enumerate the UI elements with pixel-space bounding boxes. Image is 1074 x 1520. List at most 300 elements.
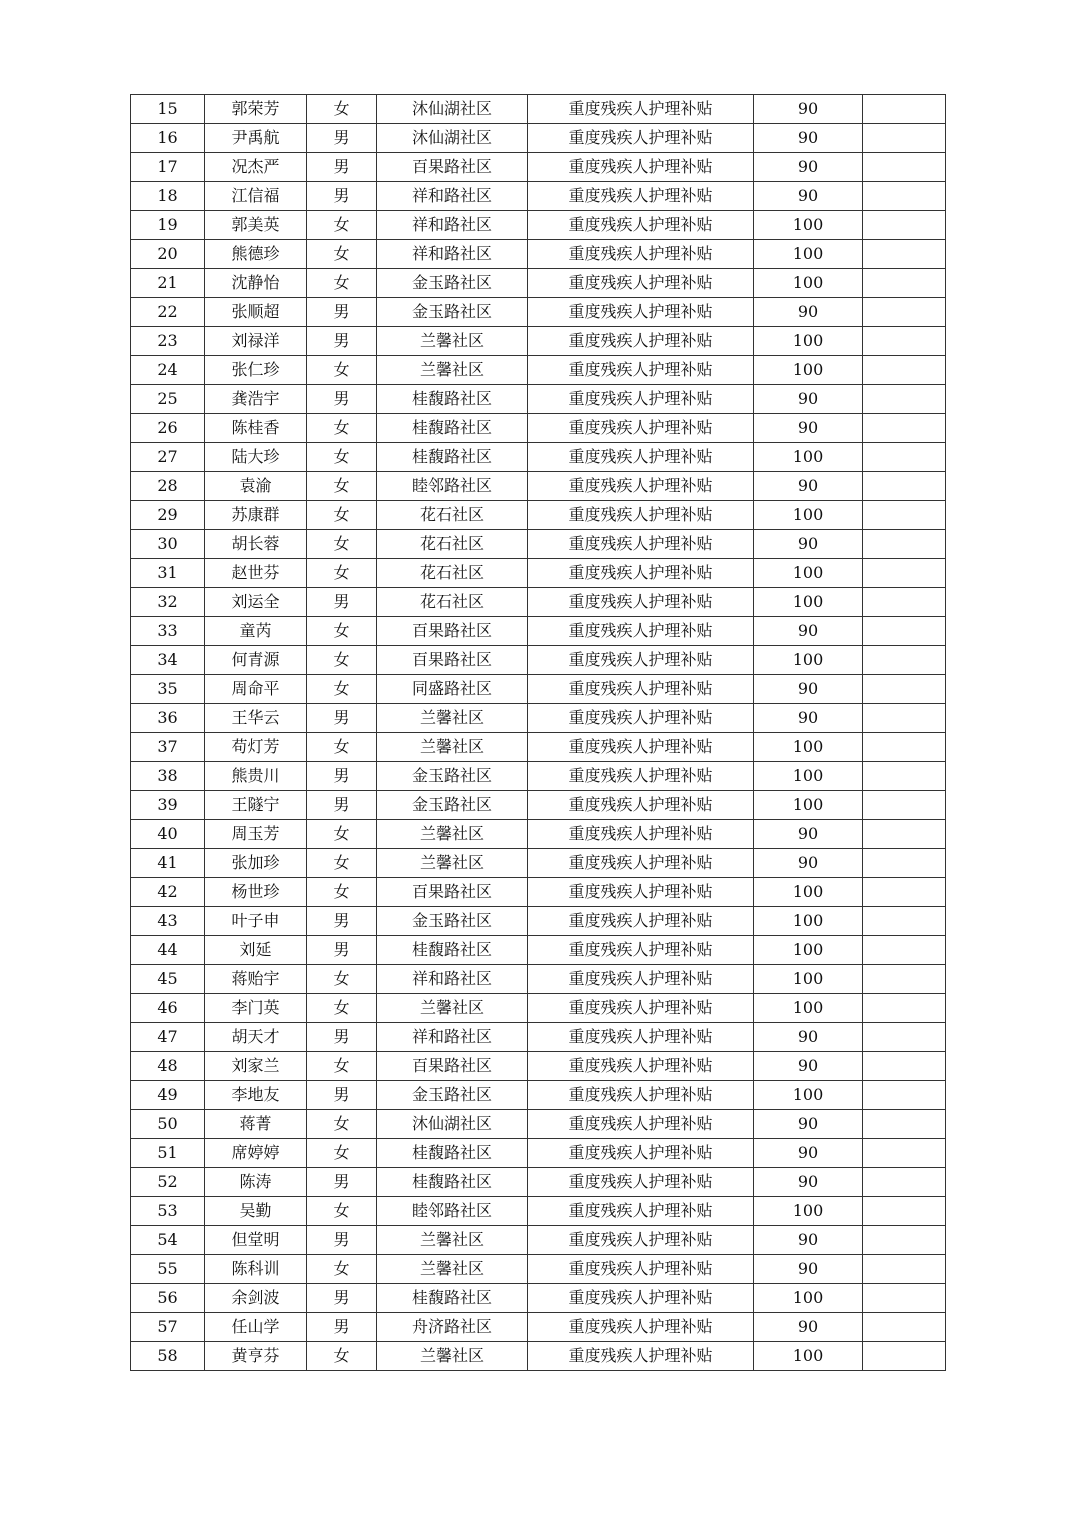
note-cell [863, 1197, 946, 1226]
table-row [131, 762, 946, 791]
row-number-cell: 26 [131, 414, 205, 443]
gender-cell: 男 [307, 1284, 377, 1313]
amount-cell: 100 [754, 327, 863, 356]
gender-cell: 女 [307, 1139, 377, 1168]
amount-cell: 100 [754, 965, 863, 994]
table-row [131, 936, 946, 965]
table-row [131, 182, 946, 211]
amount-cell: 100 [754, 733, 863, 762]
gender-cell: 女 [307, 530, 377, 559]
community-cell: 睦邻路社区 [377, 472, 528, 501]
note-cell [863, 762, 946, 791]
row-number-cell: 29 [131, 501, 205, 530]
note-cell [863, 124, 946, 153]
subsidy-recipient-table [130, 94, 946, 1371]
name-cell: 周命平 [205, 675, 307, 704]
table-row [131, 298, 946, 327]
name-cell: 张加珍 [205, 849, 307, 878]
subsidy-type-cell: 重度残疾人护理补贴 [528, 1052, 754, 1081]
gender-cell: 女 [307, 675, 377, 704]
name-cell: 刘运全 [205, 588, 307, 617]
subsidy-type-cell: 重度残疾人护理补贴 [528, 385, 754, 414]
subsidy-type-cell: 重度残疾人护理补贴 [528, 733, 754, 762]
gender-cell: 女 [307, 356, 377, 385]
name-cell: 况杰严 [205, 153, 307, 182]
gender-cell: 女 [307, 617, 377, 646]
row-number-cell: 47 [131, 1023, 205, 1052]
gender-cell: 男 [307, 907, 377, 936]
gender-cell: 男 [307, 1081, 377, 1110]
name-cell: 熊德珍 [205, 240, 307, 269]
community-cell: 桂馥路社区 [377, 385, 528, 414]
note-cell [863, 820, 946, 849]
note-cell [863, 153, 946, 182]
row-number-cell: 50 [131, 1110, 205, 1139]
subsidy-type-cell: 重度残疾人护理补贴 [528, 1226, 754, 1255]
subsidy-type-cell: 重度残疾人护理补贴 [528, 762, 754, 791]
row-number-cell: 46 [131, 994, 205, 1023]
table-row [131, 443, 946, 472]
subsidy-type-cell: 重度残疾人护理补贴 [528, 240, 754, 269]
name-cell: 王华云 [205, 704, 307, 733]
note-cell [863, 1052, 946, 1081]
amount-cell: 100 [754, 994, 863, 1023]
gender-cell: 女 [307, 472, 377, 501]
community-cell: 兰馨社区 [377, 1342, 528, 1371]
table-row [131, 1139, 946, 1168]
subsidy-type-cell: 重度残疾人护理补贴 [528, 617, 754, 646]
gender-cell: 男 [307, 385, 377, 414]
name-cell: 陆大珍 [205, 443, 307, 472]
community-cell: 兰馨社区 [377, 1255, 528, 1284]
gender-cell: 女 [307, 559, 377, 588]
table-row [131, 1052, 946, 1081]
subsidy-type-cell: 重度残疾人护理补贴 [528, 530, 754, 559]
note-cell [863, 1313, 946, 1342]
gender-cell: 女 [307, 443, 377, 472]
gender-cell: 女 [307, 269, 377, 298]
note-cell [863, 733, 946, 762]
row-number-cell: 34 [131, 646, 205, 675]
community-cell: 祥和路社区 [377, 240, 528, 269]
community-cell: 百果路社区 [377, 617, 528, 646]
name-cell: 江信福 [205, 182, 307, 211]
table-row [131, 1313, 946, 1342]
table-row [131, 1110, 946, 1139]
subsidy-type-cell: 重度残疾人护理补贴 [528, 1168, 754, 1197]
note-cell [863, 1284, 946, 1313]
amount-cell: 100 [754, 501, 863, 530]
subsidy-type-cell: 重度残疾人护理补贴 [528, 1342, 754, 1371]
amount-cell: 90 [754, 1052, 863, 1081]
name-cell: 郭美英 [205, 211, 307, 240]
table-row [131, 791, 946, 820]
table-row [131, 965, 946, 994]
note-cell [863, 675, 946, 704]
note-cell [863, 1081, 946, 1110]
subsidy-type-cell: 重度残疾人护理补贴 [528, 646, 754, 675]
gender-cell: 女 [307, 211, 377, 240]
table-row [131, 211, 946, 240]
community-cell: 百果路社区 [377, 1052, 528, 1081]
gender-cell: 男 [307, 704, 377, 733]
gender-cell: 女 [307, 1197, 377, 1226]
subsidy-type-cell: 重度残疾人护理补贴 [528, 124, 754, 153]
community-cell: 桂馥路社区 [377, 936, 528, 965]
table-row [131, 1168, 946, 1197]
subsidy-type-cell: 重度残疾人护理补贴 [528, 356, 754, 385]
row-number-cell: 40 [131, 820, 205, 849]
row-number-cell: 23 [131, 327, 205, 356]
name-cell: 陈科训 [205, 1255, 307, 1284]
subsidy-type-cell: 重度残疾人护理补贴 [528, 414, 754, 443]
gender-cell: 女 [307, 1110, 377, 1139]
amount-cell: 100 [754, 211, 863, 240]
community-cell: 兰馨社区 [377, 733, 528, 762]
note-cell [863, 385, 946, 414]
row-number-cell: 32 [131, 588, 205, 617]
note-cell [863, 414, 946, 443]
community-cell: 兰馨社区 [377, 327, 528, 356]
table-row [131, 559, 946, 588]
name-cell: 叶子申 [205, 907, 307, 936]
subsidy-type-cell: 重度残疾人护理补贴 [528, 994, 754, 1023]
gender-cell: 女 [307, 965, 377, 994]
gender-cell: 女 [307, 501, 377, 530]
table-row [131, 1284, 946, 1313]
table-row [131, 501, 946, 530]
table-row [131, 95, 946, 124]
amount-cell: 100 [754, 646, 863, 675]
amount-cell: 100 [754, 878, 863, 907]
gender-cell: 女 [307, 414, 377, 443]
gender-cell: 女 [307, 733, 377, 762]
subsidy-type-cell: 重度残疾人护理补贴 [528, 1139, 754, 1168]
amount-cell: 100 [754, 559, 863, 588]
gender-cell: 男 [307, 124, 377, 153]
row-number-cell: 53 [131, 1197, 205, 1226]
row-number-cell: 18 [131, 182, 205, 211]
gender-cell: 女 [307, 240, 377, 269]
note-cell [863, 646, 946, 675]
gender-cell: 女 [307, 1052, 377, 1081]
row-number-cell: 24 [131, 356, 205, 385]
gender-cell: 男 [307, 936, 377, 965]
row-number-cell: 39 [131, 791, 205, 820]
note-cell [863, 849, 946, 878]
community-cell: 金玉路社区 [377, 762, 528, 791]
community-cell: 桂馥路社区 [377, 1284, 528, 1313]
amount-cell: 90 [754, 153, 863, 182]
community-cell: 花石社区 [377, 559, 528, 588]
name-cell: 刘禄洋 [205, 327, 307, 356]
table-row [131, 414, 946, 443]
amount-cell: 90 [754, 849, 863, 878]
subsidy-type-cell: 重度残疾人护理补贴 [528, 1284, 754, 1313]
row-number-cell: 16 [131, 124, 205, 153]
amount-cell: 90 [754, 298, 863, 327]
community-cell: 百果路社区 [377, 646, 528, 675]
subsidy-type-cell: 重度残疾人护理补贴 [528, 1255, 754, 1284]
amount-cell: 100 [754, 443, 863, 472]
note-cell [863, 1023, 946, 1052]
note-cell [863, 965, 946, 994]
community-cell: 桂馥路社区 [377, 414, 528, 443]
community-cell: 花石社区 [377, 588, 528, 617]
name-cell: 郭荣芳 [205, 95, 307, 124]
name-cell: 何青源 [205, 646, 307, 675]
table-row [131, 356, 946, 385]
subsidy-type-cell: 重度残疾人护理补贴 [528, 675, 754, 704]
subsidy-type-cell: 重度残疾人护理补贴 [528, 501, 754, 530]
community-cell: 祥和路社区 [377, 965, 528, 994]
note-cell [863, 298, 946, 327]
subsidy-type-cell: 重度残疾人护理补贴 [528, 704, 754, 733]
amount-cell: 100 [754, 1284, 863, 1313]
row-number-cell: 20 [131, 240, 205, 269]
row-number-cell: 49 [131, 1081, 205, 1110]
subsidy-type-cell: 重度残疾人护理补贴 [528, 965, 754, 994]
amount-cell: 90 [754, 472, 863, 501]
row-number-cell: 41 [131, 849, 205, 878]
table-row [131, 1342, 946, 1371]
amount-cell: 100 [754, 1342, 863, 1371]
community-cell: 金玉路社区 [377, 269, 528, 298]
amount-cell: 100 [754, 269, 863, 298]
subsidy-type-cell: 重度残疾人护理补贴 [528, 472, 754, 501]
amount-cell: 90 [754, 530, 863, 559]
note-cell [863, 791, 946, 820]
gender-cell: 男 [307, 1023, 377, 1052]
subsidy-type-cell: 重度残疾人护理补贴 [528, 559, 754, 588]
gender-cell: 男 [307, 762, 377, 791]
gender-cell: 男 [307, 1168, 377, 1197]
amount-cell: 90 [754, 1255, 863, 1284]
table-row [131, 1226, 946, 1255]
community-cell: 金玉路社区 [377, 298, 528, 327]
community-cell: 金玉路社区 [377, 907, 528, 936]
amount-cell: 100 [754, 1197, 863, 1226]
name-cell: 周玉芳 [205, 820, 307, 849]
subsidy-type-cell: 重度残疾人护理补贴 [528, 1197, 754, 1226]
note-cell [863, 211, 946, 240]
community-cell: 桂馥路社区 [377, 1139, 528, 1168]
subsidy-type-cell: 重度残疾人护理补贴 [528, 791, 754, 820]
row-number-cell: 54 [131, 1226, 205, 1255]
name-cell: 熊贵川 [205, 762, 307, 791]
note-cell [863, 95, 946, 124]
note-cell [863, 1255, 946, 1284]
amount-cell: 90 [754, 1139, 863, 1168]
gender-cell: 男 [307, 153, 377, 182]
row-number-cell: 19 [131, 211, 205, 240]
table-row [131, 675, 946, 704]
row-number-cell: 17 [131, 153, 205, 182]
name-cell: 苏康群 [205, 501, 307, 530]
amount-cell: 90 [754, 182, 863, 211]
name-cell: 蒋贻宇 [205, 965, 307, 994]
table-row [131, 327, 946, 356]
row-number-cell: 44 [131, 936, 205, 965]
amount-cell: 90 [754, 385, 863, 414]
community-cell: 沐仙湖社区 [377, 95, 528, 124]
name-cell: 陈桂香 [205, 414, 307, 443]
note-cell [863, 907, 946, 936]
name-cell: 席婷婷 [205, 1139, 307, 1168]
amount-cell: 90 [754, 124, 863, 153]
amount-cell: 100 [754, 356, 863, 385]
name-cell: 尹禹航 [205, 124, 307, 153]
row-number-cell: 43 [131, 907, 205, 936]
name-cell: 童芮 [205, 617, 307, 646]
gender-cell: 男 [307, 588, 377, 617]
community-cell: 沐仙湖社区 [377, 1110, 528, 1139]
note-cell [863, 936, 946, 965]
row-number-cell: 30 [131, 530, 205, 559]
gender-cell: 女 [307, 994, 377, 1023]
amount-cell: 90 [754, 414, 863, 443]
community-cell: 舟济路社区 [377, 1313, 528, 1342]
amount-cell: 100 [754, 791, 863, 820]
community-cell: 金玉路社区 [377, 1081, 528, 1110]
name-cell: 刘家兰 [205, 1052, 307, 1081]
community-cell: 金玉路社区 [377, 791, 528, 820]
row-number-cell: 27 [131, 443, 205, 472]
amount-cell: 100 [754, 762, 863, 791]
community-cell: 祥和路社区 [377, 182, 528, 211]
row-number-cell: 33 [131, 617, 205, 646]
subsidy-type-cell: 重度残疾人护理补贴 [528, 1081, 754, 1110]
table-body [131, 95, 946, 1371]
table-row [131, 820, 946, 849]
gender-cell: 女 [307, 1342, 377, 1371]
table-row [131, 617, 946, 646]
table-row [131, 588, 946, 617]
gender-cell: 男 [307, 182, 377, 211]
name-cell: 张顺超 [205, 298, 307, 327]
name-cell: 刘延 [205, 936, 307, 965]
row-number-cell: 52 [131, 1168, 205, 1197]
row-number-cell: 56 [131, 1284, 205, 1313]
row-number-cell: 21 [131, 269, 205, 298]
name-cell: 张仁珍 [205, 356, 307, 385]
note-cell [863, 501, 946, 530]
name-cell: 蒋菁 [205, 1110, 307, 1139]
name-cell: 沈静怡 [205, 269, 307, 298]
table-row [131, 385, 946, 414]
community-cell: 沐仙湖社区 [377, 124, 528, 153]
name-cell: 袁渝 [205, 472, 307, 501]
note-cell [863, 240, 946, 269]
note-cell [863, 356, 946, 385]
table-row [131, 153, 946, 182]
note-cell [863, 1139, 946, 1168]
note-cell [863, 704, 946, 733]
note-cell [863, 994, 946, 1023]
name-cell: 李门英 [205, 994, 307, 1023]
subsidy-type-cell: 重度残疾人护理补贴 [528, 878, 754, 907]
note-cell [863, 443, 946, 472]
community-cell: 睦邻路社区 [377, 1197, 528, 1226]
amount-cell: 90 [754, 704, 863, 733]
note-cell [863, 588, 946, 617]
name-cell: 王隧宁 [205, 791, 307, 820]
row-number-cell: 48 [131, 1052, 205, 1081]
name-cell: 但堂明 [205, 1226, 307, 1255]
subsidy-type-cell: 重度残疾人护理补贴 [528, 588, 754, 617]
row-number-cell: 28 [131, 472, 205, 501]
amount-cell: 90 [754, 95, 863, 124]
table-row [131, 646, 946, 675]
table-row [131, 878, 946, 907]
subsidy-type-cell: 重度残疾人护理补贴 [528, 211, 754, 240]
gender-cell: 女 [307, 820, 377, 849]
gender-cell: 女 [307, 1255, 377, 1284]
note-cell [863, 182, 946, 211]
community-cell: 兰馨社区 [377, 820, 528, 849]
amount-cell: 90 [754, 1313, 863, 1342]
amount-cell: 90 [754, 820, 863, 849]
name-cell: 苟灯芳 [205, 733, 307, 762]
row-number-cell: 58 [131, 1342, 205, 1371]
note-cell [863, 1342, 946, 1371]
subsidy-type-cell: 重度残疾人护理补贴 [528, 182, 754, 211]
amount-cell: 90 [754, 1226, 863, 1255]
community-cell: 祥和路社区 [377, 211, 528, 240]
name-cell: 杨世珍 [205, 878, 307, 907]
subsidy-type-cell: 重度残疾人护理补贴 [528, 907, 754, 936]
amount-cell: 100 [754, 1081, 863, 1110]
name-cell: 任山学 [205, 1313, 307, 1342]
row-number-cell: 22 [131, 298, 205, 327]
name-cell: 胡天才 [205, 1023, 307, 1052]
community-cell: 桂馥路社区 [377, 1168, 528, 1197]
table-row [131, 1255, 946, 1284]
subsidy-type-cell: 重度残疾人护理补贴 [528, 1110, 754, 1139]
name-cell: 赵世芬 [205, 559, 307, 588]
gender-cell: 男 [307, 791, 377, 820]
table-row [131, 1197, 946, 1226]
amount-cell: 90 [754, 1023, 863, 1052]
gender-cell: 女 [307, 646, 377, 675]
table-row [131, 704, 946, 733]
name-cell: 胡长蓉 [205, 530, 307, 559]
note-cell [863, 878, 946, 907]
note-cell [863, 472, 946, 501]
amount-cell: 100 [754, 240, 863, 269]
note-cell [863, 559, 946, 588]
community-cell: 花石社区 [377, 501, 528, 530]
community-cell: 花石社区 [377, 530, 528, 559]
row-number-cell: 35 [131, 675, 205, 704]
gender-cell: 女 [307, 849, 377, 878]
community-cell: 兰馨社区 [377, 1226, 528, 1255]
row-number-cell: 42 [131, 878, 205, 907]
amount-cell: 100 [754, 907, 863, 936]
subsidy-type-cell: 重度残疾人护理补贴 [528, 153, 754, 182]
row-number-cell: 31 [131, 559, 205, 588]
gender-cell: 男 [307, 298, 377, 327]
amount-cell: 100 [754, 588, 863, 617]
subsidy-type-cell: 重度残疾人护理补贴 [528, 298, 754, 327]
note-cell [863, 530, 946, 559]
table-row [131, 733, 946, 762]
row-number-cell: 55 [131, 1255, 205, 1284]
row-number-cell: 37 [131, 733, 205, 762]
note-cell [863, 1110, 946, 1139]
table-row [131, 240, 946, 269]
subsidy-type-cell: 重度残疾人护理补贴 [528, 849, 754, 878]
